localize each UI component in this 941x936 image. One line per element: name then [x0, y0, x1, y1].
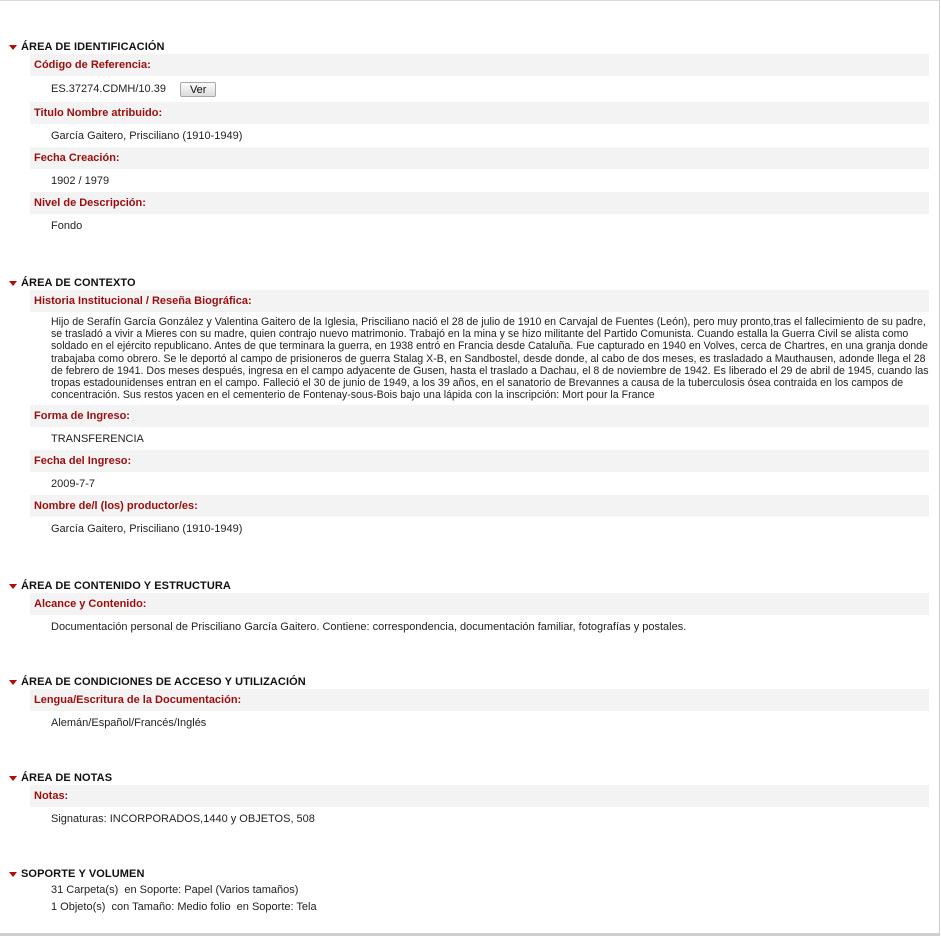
field-value-codigo: [51, 76, 929, 102]
section-header[interactable]: [8, 40, 929, 54]
section-soporte: [8, 867, 929, 915]
field-label-nivel: Nivel de Descripción:: [30, 192, 929, 214]
field-value-lengua: Alemán/Español/Francés/Inglés: [51, 716, 207, 729]
section-header[interactable]: [8, 675, 929, 689]
field-label-fecha-ingreso: Fecha del Ingreso:: [30, 450, 929, 472]
section-acceso: [8, 675, 929, 734]
field-label-alcance: Alcance y Contenido:: [30, 593, 929, 615]
section-contexto: [8, 276, 929, 540]
field-label-productor: Nombre de/l (los) productor/es:: [30, 495, 929, 517]
section-title: ÁREA DE IDENTIFICACIÓN: [21, 41, 165, 53]
section-title: ÁREA DE CONTENIDO Y ESTRUCTURA: [21, 580, 231, 592]
section-header[interactable]: [8, 579, 929, 593]
section-header[interactable]: [8, 771, 929, 785]
section-header[interactable]: [8, 276, 929, 290]
collapse-triangle-icon[interactable]: [9, 45, 17, 50]
ver-button[interactable]: Ver: [180, 82, 217, 97]
collapse-triangle-icon[interactable]: [9, 872, 17, 877]
field-label-lengua: Lengua/Escritura de la Documentación:: [30, 689, 929, 711]
field-value-titulo: García Gaitero, Prisciliano (1910-1949): [51, 129, 243, 142]
field-value-forma-ingreso: TRANSFERENCIA: [51, 432, 144, 445]
soporte-line: 31 Carpeta(s) en Soporte: Papel (Varios tamaños): [51, 883, 299, 896]
field-label-titulo: Titulo Nombre atribuido:: [30, 102, 929, 124]
field-value-historia: Hijo de Serafín García González y Valentina Gaitero de la Iglesia, Prisciliano nació el 28 de julio de 1910 en Carvajal de Fuentes (León), pero muy pronto,tras el fallecimiento de su padre, se trasladó a vivir a Mieres con su madre, quien contrajo nuevo matrimonio. Trabajó en la mina y se hizo militante del Partido Comunista. Cuando estalla la Guerra Civil se alista como soldado en el ejército republicano. Antes de que terminara la guerra, en 1938 entró en Francia desde Cataluña. Fue capturado en 1940 en Volves, cerca de Chartres, en una granja donde trabajaba como obrero. Se le deportó al campo de prisioneros de guerra Stalag X-B, en Sandbostel, desde donde, al cabo de dos meses, es trasladado a Mauthausen, adonde llega el 28 de febrero de 1941. Dos meses después, ingresa en el campo adyacente de Gusen, hasta el traslado a Dachau, el 8 de noviembre de 1942. Es liberado el 29 de abril de 1945, cuando las tropas estadounidenses entran en el campo. Falleció el 30 de junio de 1949, a los 39 años, en el sanatorio de Brevannes a causa de la tuberculosis ósea contraida en los campos de concentración. Sus restos yacen en el cementerio de Fontenay-sous-Bois bajo una lápida con la inscripción: Mort pour la France: [51, 316, 929, 402]
field-label-codigo: Código de Referencia:: [30, 54, 929, 76]
codigo-value: ES.37274.CDMH/10.39: [51, 83, 166, 95]
collapse-triangle-icon[interactable]: [9, 584, 17, 589]
section-notas: [8, 771, 929, 830]
section-header[interactable]: [8, 867, 929, 881]
collapse-triangle-icon[interactable]: [9, 776, 17, 781]
field-value-notas: Signaturas: INCORPORADOS,1440 y OBJETOS, 508: [51, 812, 315, 825]
collapse-triangle-icon[interactable]: [9, 680, 17, 685]
section-title: ÁREA DE CONTEXTO: [21, 277, 136, 289]
section-identificacion: [8, 40, 929, 237]
field-label-notas: Notas:: [30, 785, 929, 807]
field-value-alcance: Documentación personal de Prisciliano García Gaitero. Contiene: correspondencia, documentación familiar, fotografías y postales.: [51, 620, 687, 633]
field-label-historia: Historia Institucional / Reseña Biográfica:: [30, 290, 929, 312]
field-label-forma-ingreso: Forma de Ingreso:: [30, 405, 929, 427]
soporte-line: 1 Objeto(s) con Tamaño: Medio folio en Soporte: Tela: [51, 900, 317, 913]
section-title: ÁREA DE CONDICIONES DE ACCESO Y UTILIZACIÓN: [21, 676, 306, 688]
field-value-fecha-ingreso: 2009-7-7: [51, 477, 96, 490]
field-value-fecha-creacion: 1902 / 1979: [51, 174, 110, 187]
section-title: ÁREA DE NOTAS: [21, 772, 113, 784]
section-contenido: [8, 579, 929, 638]
field-label-fecha-creacion: Fecha Creación:: [30, 147, 929, 169]
field-value-productor: García Gaitero, Prisciliano (1910-1949): [51, 522, 243, 535]
field-value-nivel: Fondo: [51, 219, 83, 232]
collapse-triangle-icon[interactable]: [9, 281, 17, 286]
section-title: SOPORTE Y VOLUMEN: [21, 868, 145, 880]
